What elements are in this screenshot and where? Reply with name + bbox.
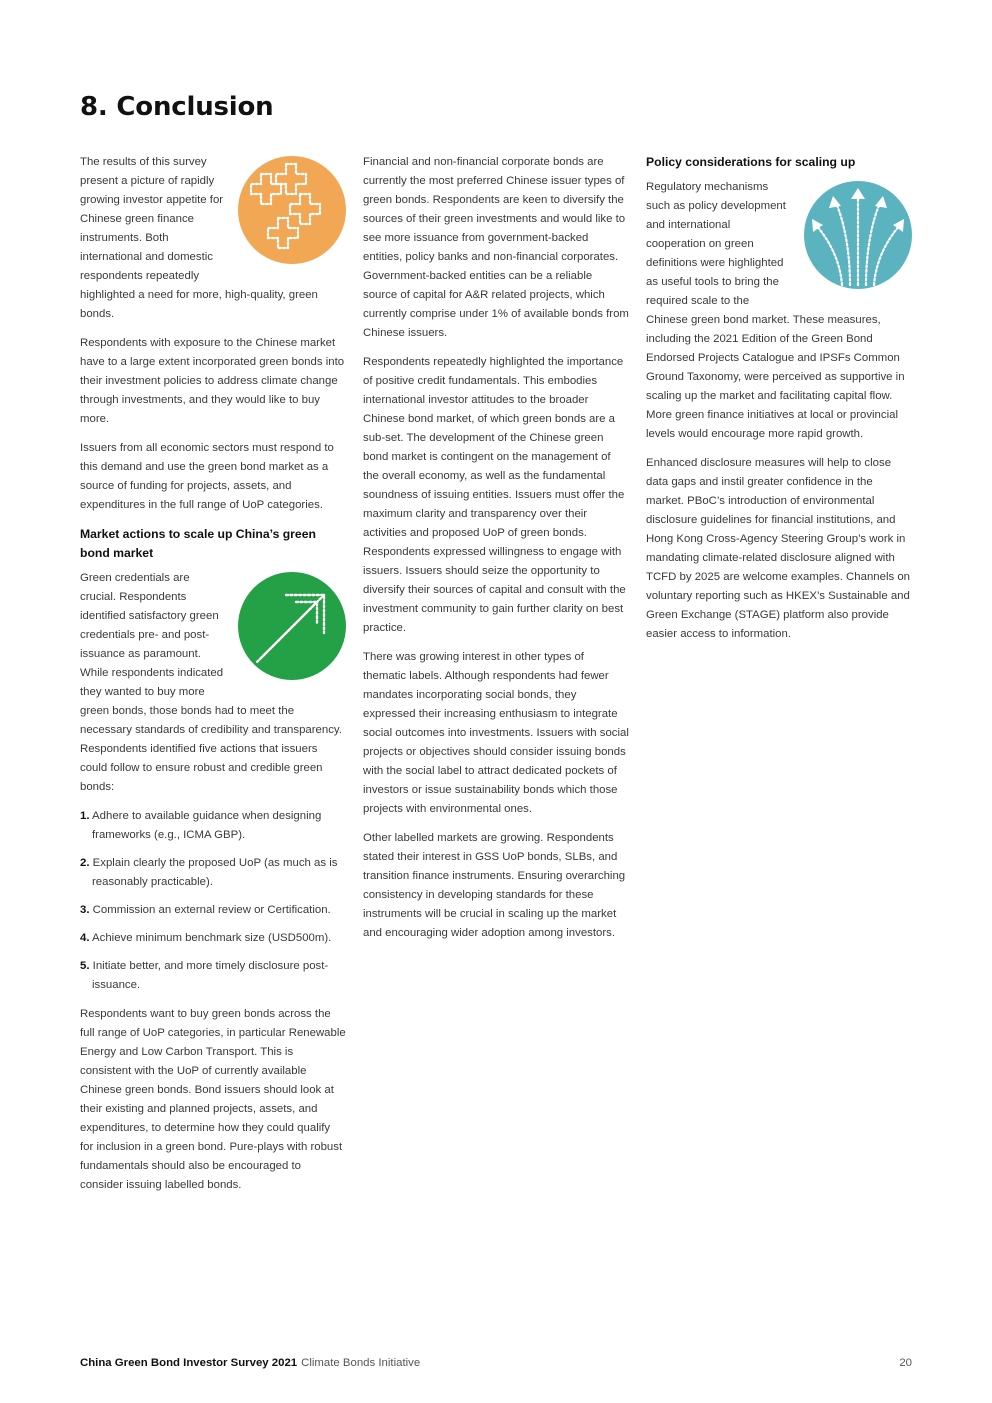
list-item: 2. Explain clearly the proposed UoP (as much as is reasonably practicable).: [80, 857, 338, 888]
paragraph-exposure: Respondents with exposure to the Chinese market have to a large extent incorporated green bonds into their investment policies to address climate change through investments, and they would like to buy more.: [80, 337, 345, 425]
report-title: China Green Bond Investor Survey 2021: [80, 1357, 298, 1369]
list-item: 4. Achieve minimum benchmark size (USD500m).: [80, 932, 332, 944]
paragraph-issuer-types: Financial and non-financial corporate bonds are currently the most preferred Chinese issuer types of green bonds. Respondents are keen to diversify the sources of their green investments and would like to see more issuance from government-backed entities, policy banks and non-financial corporates. Government-backed entities can be a reliable source of capital for A&R related projects, which currently comprise under 1% of available bonds from Chinese issuers.: [363, 156, 629, 339]
list-item: 3. Commission an external review or Certification.: [80, 904, 331, 916]
page-title: 8. Conclusion: [80, 92, 274, 122]
plus-signs-icon: [238, 156, 346, 264]
actions-list: [80, 807, 346, 995]
list-item: 1. Adhere to available guidance when designing frameworks (e.g., ICMA GBP).: [80, 810, 322, 841]
spreading-arrows-icon: [804, 181, 912, 289]
paragraph-uop-categories: Respondents want to buy green bonds across the full range of UoP categories, in particular Renewable Energy and Low Carbon Transport. This is consistent with the UoP of currently available Chinese green bonds. Bond issuers should look at their existing and planned projects, assets, and expenditures, to determine how they could qualify for inclusion in a green bond. Pure-plays with robust fundamentals should also be encouraged to consider issuing labelled bonds.: [80, 1008, 346, 1191]
arrow-up-right-icon: [238, 572, 346, 680]
paragraph-green-credentials: Green credentials are crucial. Respondents identified satisfactory green credentials pre- and post-issuance as paramount. While respondents indicated they wanted to buy more green bonds, those bonds had to meet the necessary standards of credibility and transparency. Respondents identified five actions that issuers could follow to ensure robust and credible green bonds:: [80, 572, 342, 793]
paragraph-credit-fundamentals: Respondents repeatedly highlighted the importance of positive credit fundamentals. This embodies international investor attitudes to the broader Chinese bond market, of which green bonds are a sub-set. The development of the Chinese green bond market is contingent on the management of the overall economy, as well as the fundamental soundness of issuing entities. Issuers must offer the maximum clarity and transparency over their activities and proposed UoP of green bonds. Respondents expressed willingness to engage with issuers. Issuers should seize the opportunity to diversify their sources of capital and consult with the investment community to gain further clarity on best practice.: [363, 356, 626, 634]
paragraph-issuers: Issuers from all economic sectors must respond to this demand and use the green bond market as a source of funding for projects, assets, and expenditures in the full range of UoP categories.: [80, 442, 334, 511]
paragraph-labelled-markets: Other labelled markets are growing. Respondents stated their interest in GSS UoP bonds, SLBs, and transition finance instruments. Ensuring overarching consistency in developing standards for these instruments will be crucial in scaling up the market and encouraging wider adoption among investors.: [363, 832, 626, 939]
column-middle: [363, 153, 629, 953]
paragraph-regulatory-mechanisms: Regulatory mechanisms such as policy development and international cooperation on green definitions were highlighted as useful tools to bring the required scale to the Chinese green bond market. These measures, including the 2021 Edition of the Green Bond Endorsed Projects Catalogue and IPSFs Common Ground Taxonomy, were perceived as supportive in scaling up the market and facilitating capital flow. More green finance initiatives at local or provincial levels would encourage more rapid growth.: [646, 181, 905, 440]
heading-market-actions: Market actions to scale up China’s green bond market: [80, 527, 316, 560]
paragraph-thematic-labels: There was growing interest in other types of thematic labels. Although respondents had fewer mandates incorporating social bonds, they expressed their increasing enthusiasm to integrate social outcomes into investments. Issuers with social projects or objectives should consider issuing bonds with the social label to attract dedicated pockets of investors or issue sustainability bonds which those projects with environmental ones.: [363, 651, 629, 815]
column-right: [646, 153, 912, 654]
list-item: 5. Initiate better, and more timely disclosure post-issuance.: [80, 960, 329, 991]
page-number: 20: [899, 1357, 912, 1369]
paragraph-intro: The results of this survey present a picture of rapidly growing investor appetite for Chinese green finance instruments. Both international and domestic respondents repeatedly highlighted a need for more, high-quality, green bonds.: [80, 156, 318, 320]
heading-policy-considerations: Policy considerations for scaling up: [646, 155, 856, 169]
column-left: [80, 153, 346, 1205]
paragraph-disclosure-measures: Enhanced disclosure measures will help to close data gaps and instil greater confidence in the market. PBoC’s introduction of environmental disclosure guidelines for financial institutions, and Hong Kong Cross-Agency Steering Group’s work in mandating climate-related disclosure aligned with TCFD by 2025 are welcome examples. Channels on voluntary reporting such as HKEX’s Sustainable and Green Exchange (STAGE) platform also provide easier access to information.: [646, 457, 911, 640]
organization-name: Climate Bonds Initiative: [301, 1357, 421, 1369]
page-footer: [80, 1355, 912, 1371]
